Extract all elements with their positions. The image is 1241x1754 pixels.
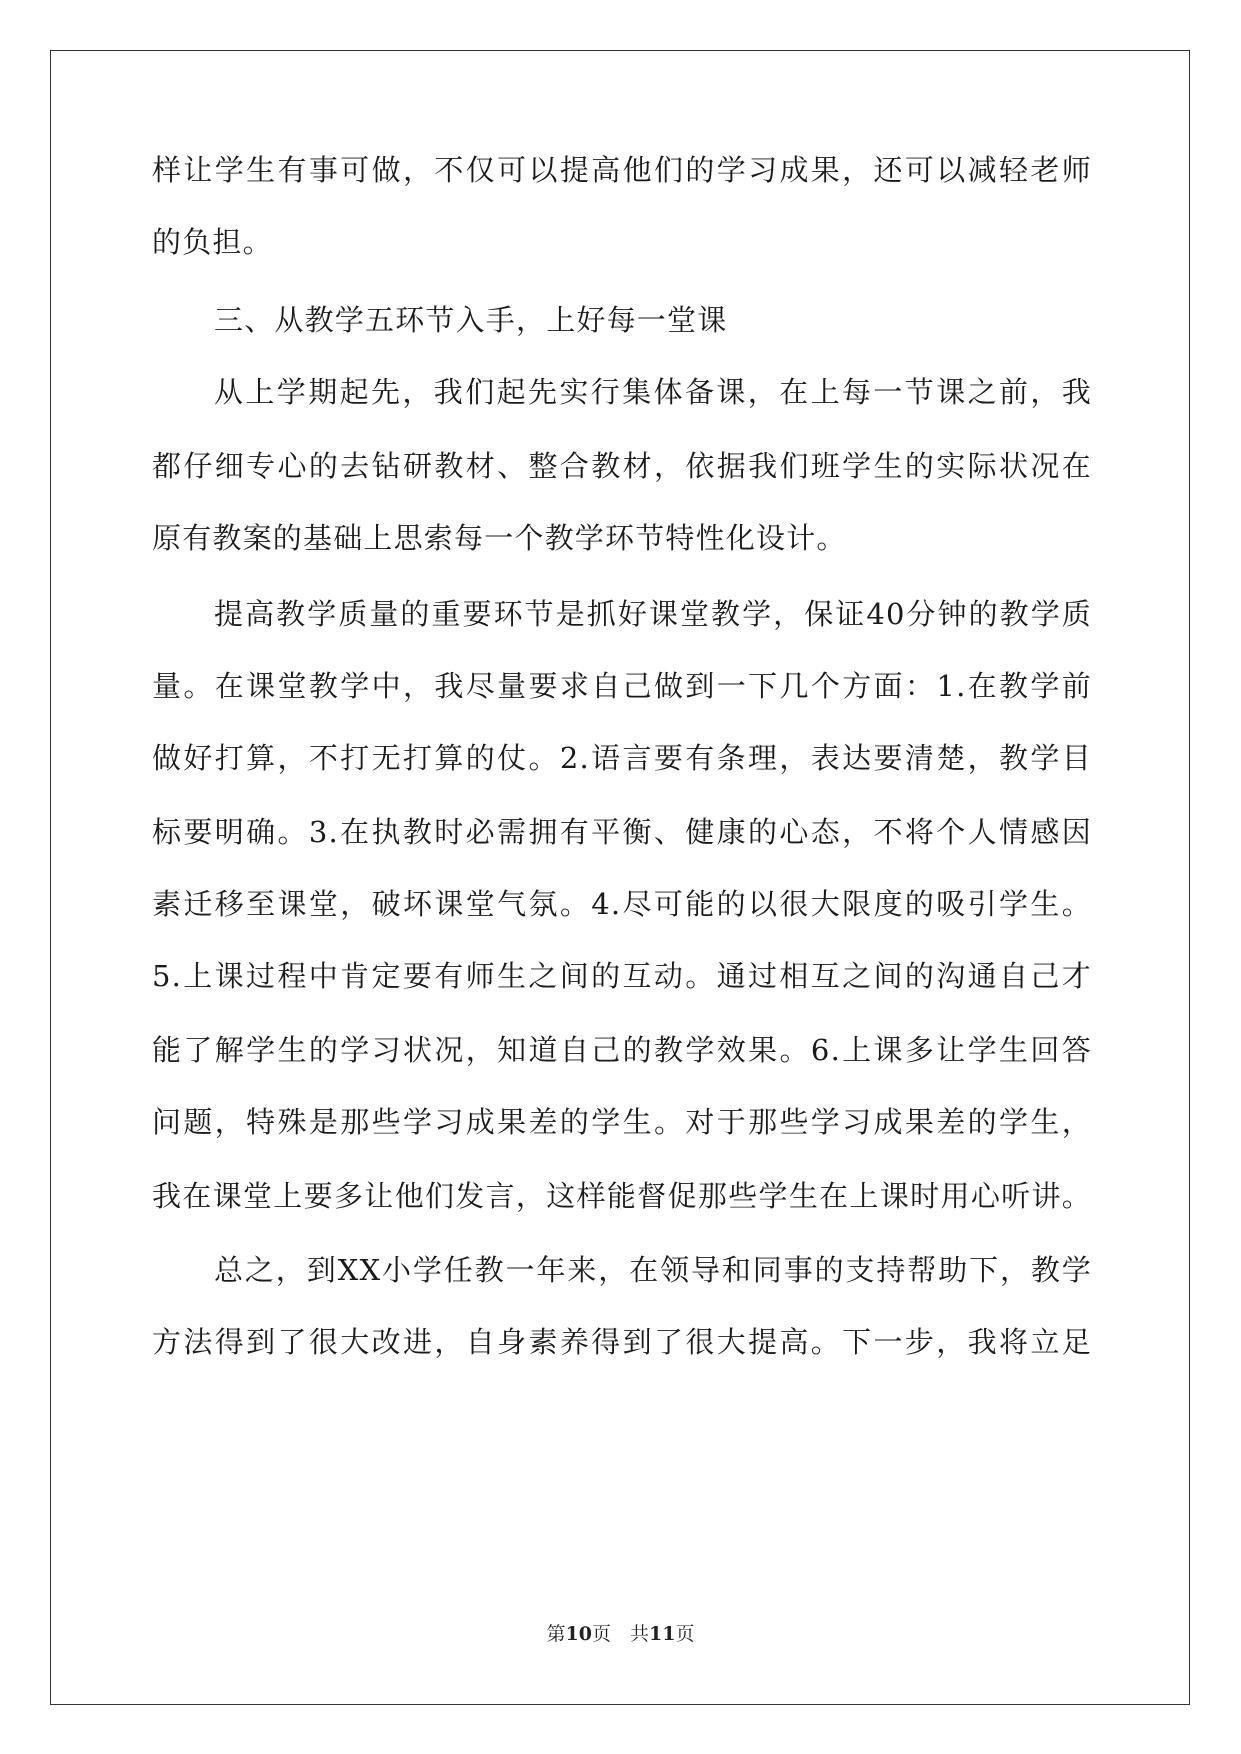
body-line: 量。在课堂教学中，我尽量要求自己做到一下几个方面：1.在教学前 (152, 669, 1092, 703)
page-number-footer (0, 1622, 1241, 1646)
body-line: 方法得到了很大改进，自身素养得到了很大提高。下一步，我将立足 (152, 1325, 1092, 1359)
body-line: 提高教学质量的重要环节是抓好课堂教学，保证40分钟的教学质 (214, 597, 1092, 631)
current-page-number: 10 (565, 1623, 592, 1645)
body-line: 的负担。 (152, 225, 273, 259)
total-page-number: 11 (649, 1623, 676, 1645)
body-line: 能了解学生的学习状况，知道自己的教学效果。6.上课多让学生回答 (152, 1033, 1092, 1067)
body-line: 原有教案的基础上思索每一个教学环节特性化设计。 (152, 521, 847, 555)
section-heading: 三、从教学五环节入手，上好每一堂课 (214, 303, 728, 337)
body-line: 从上学期起先，我们起先实行集体备课，在上每一节课之前，我 (214, 375, 1092, 409)
page-border (50, 50, 1190, 1705)
body-line: 样让学生有事可做，不仅可以提高他们的学习成果，还可以减轻老师 (152, 153, 1092, 187)
body-line: 素迁移至课堂，破坏课堂气氛。4.尽可能的以很大限度的吸引学生。 (152, 887, 1092, 921)
footer-prefix: 第 (546, 1623, 566, 1645)
body-line: 问题，特殊是那些学习成果差的学生。对于那些学习成果差的学生， (152, 1105, 1092, 1139)
footer-suffix: 页 (675, 1623, 695, 1645)
body-line: 标要明确。3.在执教时必需拥有平衡、健康的心态，不将个人情感因 (152, 815, 1092, 849)
body-line: 总之，到XX小学任教一年来，在领导和同事的支持帮助下，教学 (214, 1253, 1092, 1287)
body-line: 我在课堂上要多让他们发言，这样能督促那些学生在上课时用心听讲。 (152, 1179, 1092, 1213)
footer-separator: 页 共 (591, 1623, 649, 1645)
body-line: 做好打算，不打无打算的仗。2.语言要有条理，表达要清楚，教学目 (152, 741, 1092, 775)
body-line: 都仔细专心的去钻研教材、整合教材，依据我们班学生的实际状况在 (152, 449, 1092, 483)
body-line: 5.上课过程中肯定要有师生之间的互动。通过相互之间的沟通自己才 (152, 959, 1092, 993)
